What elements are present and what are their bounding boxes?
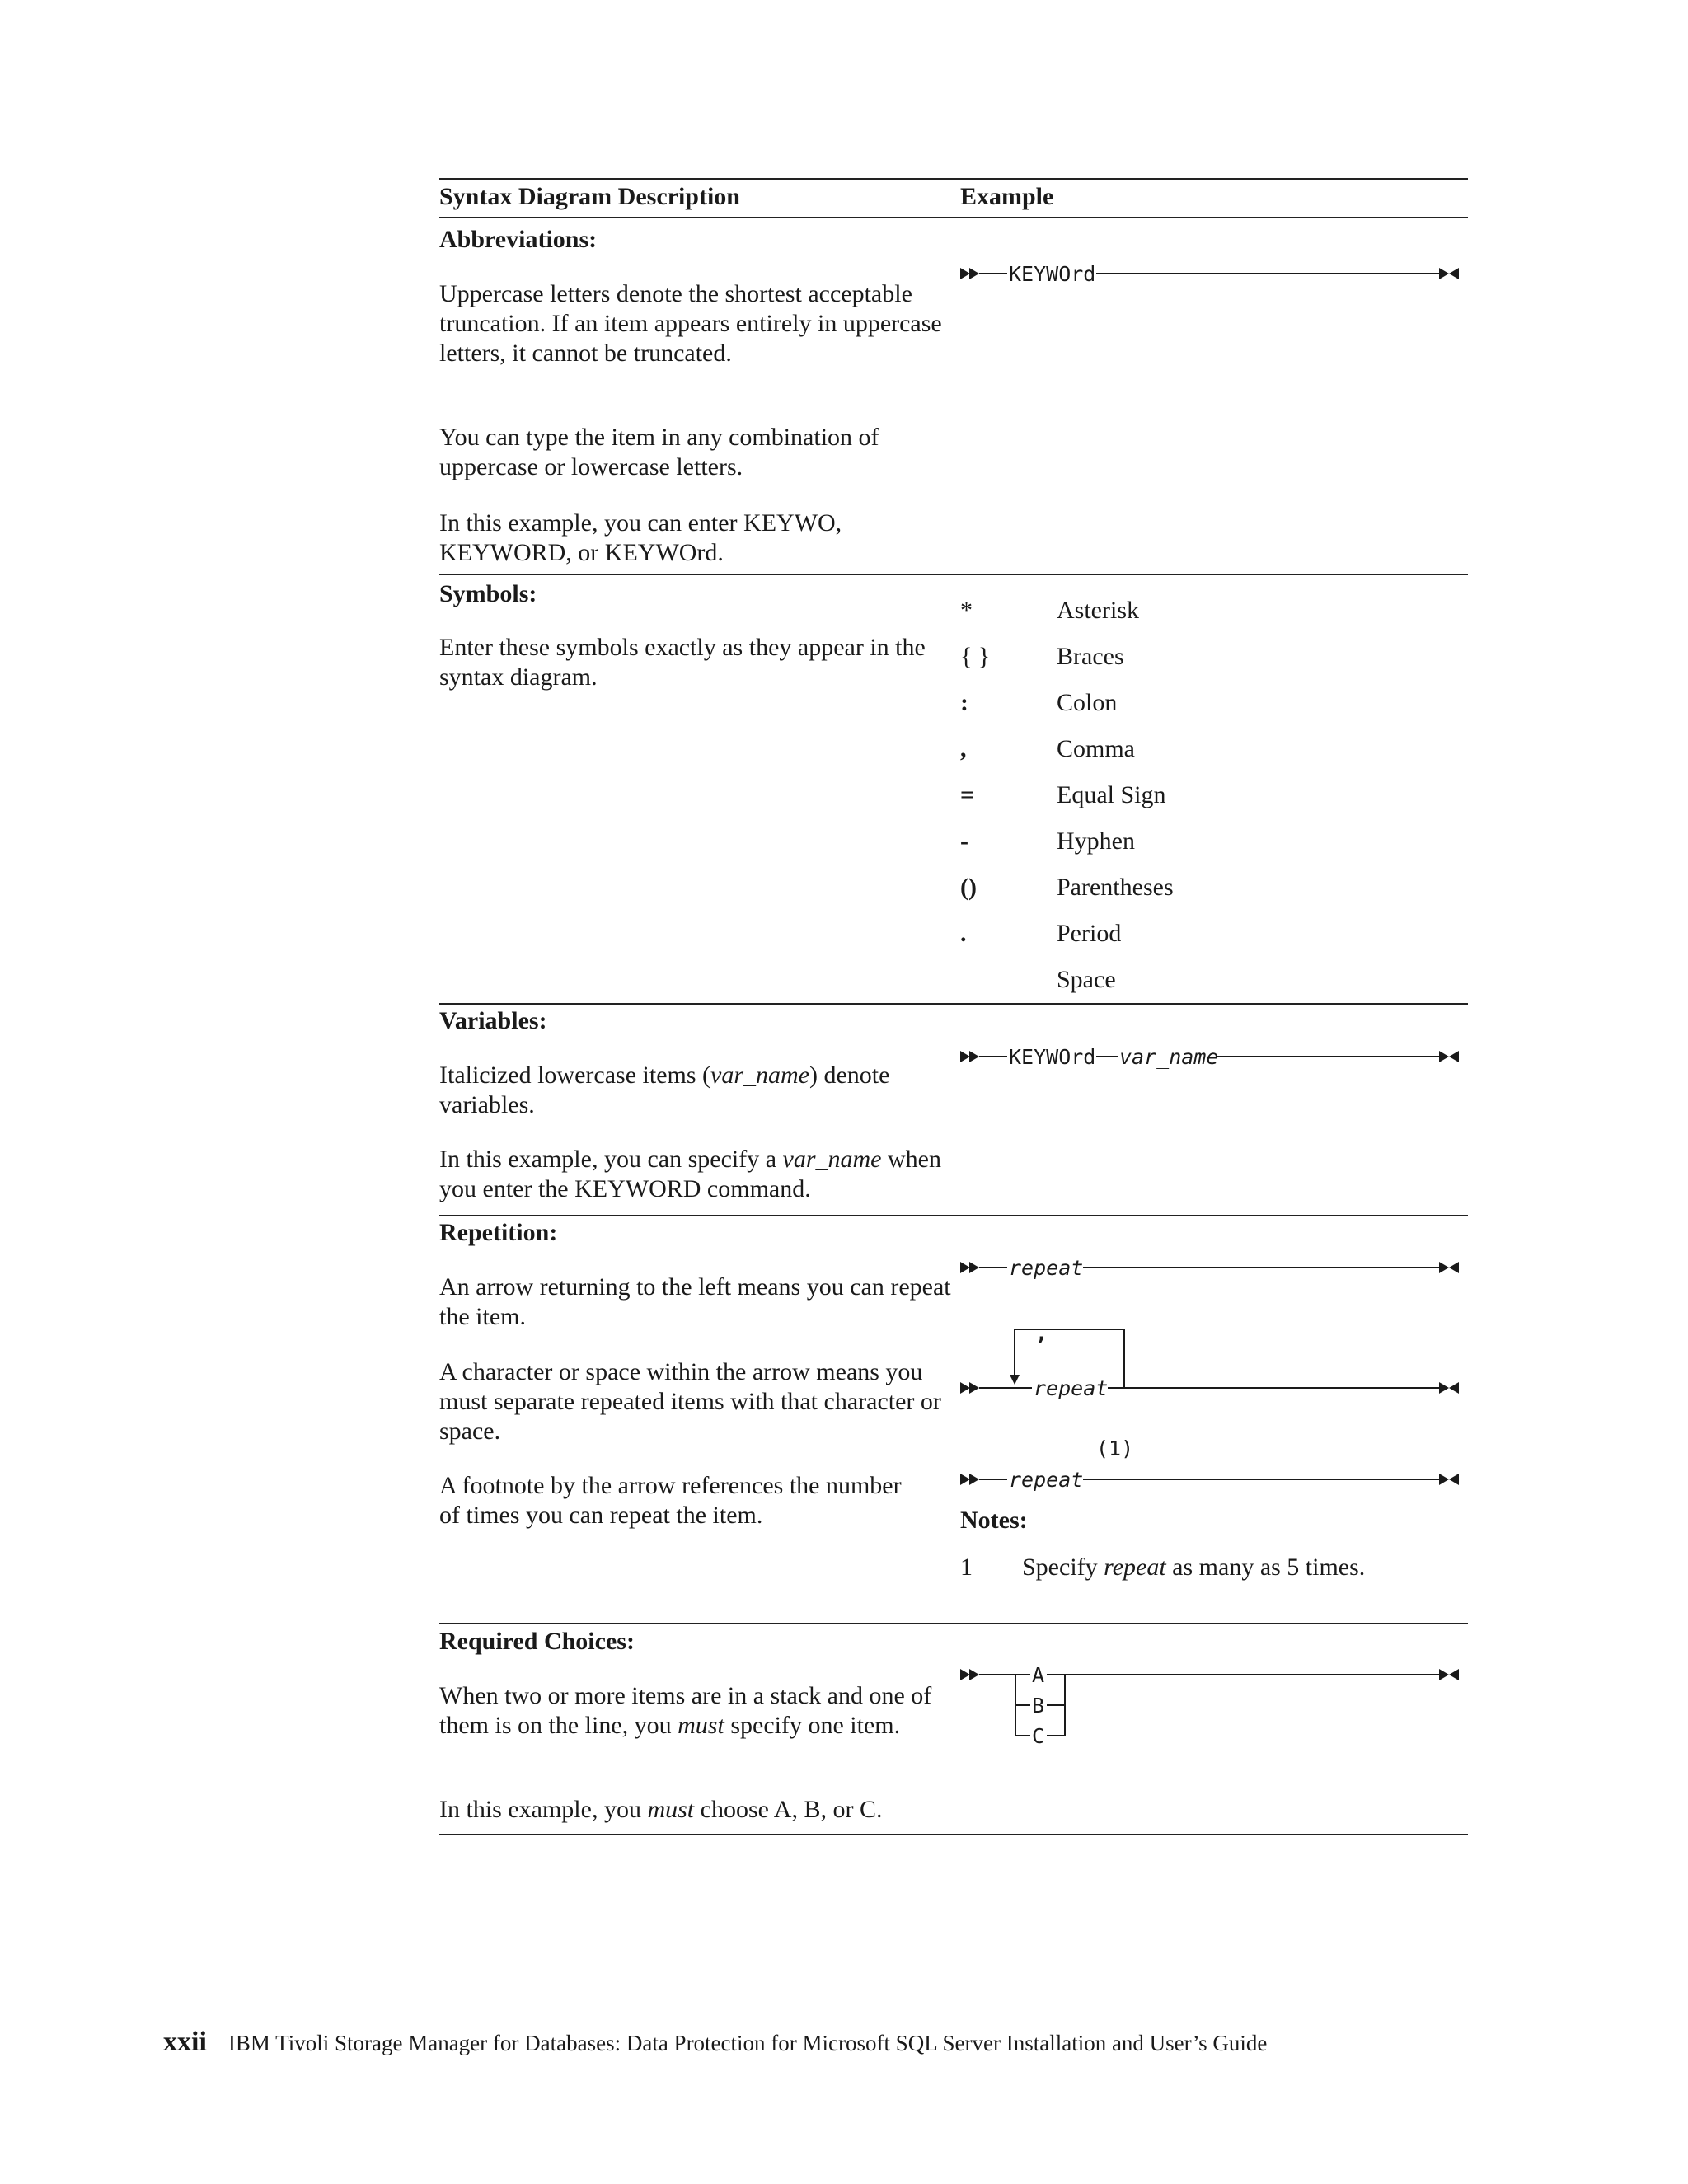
symbol-name: Braces xyxy=(1057,643,1124,670)
required-p1-post: specify one item. xyxy=(724,1712,901,1739)
required-p2-pre: In this example, you xyxy=(439,1796,648,1823)
variables-p2-post: when you enter the KEYWORD command. xyxy=(439,1146,941,1202)
repetition-paragraph-2: A character or space within the arrow means you must separate repeated items with that character or space. xyxy=(439,1358,941,1445)
symbol-name: Period xyxy=(1057,920,1122,947)
abbreviations-diagram-keyword: KEYWOrd xyxy=(1009,262,1096,286)
variables-p1-pre: Italicized lowercase items ( xyxy=(439,1062,711,1089)
repetition-diagram-item-2: repeat xyxy=(1034,1376,1109,1400)
symbols-paragraph: Enter these symbols exactly as they appear in the syntax diagram. xyxy=(439,634,926,691)
symbol-char: { } xyxy=(960,643,991,670)
variables-diagram-var: var_name xyxy=(1119,1045,1219,1069)
book-title: IBM Tivoli Storage Manager for Databases: Data Protection for Microsoft SQL Server Installation and User’s Guide xyxy=(227,2031,1268,2055)
repetition-syntax-diagram-separator xyxy=(960,1321,1459,1400)
variables-p1-var: var_name xyxy=(710,1062,809,1089)
repetition-paragraph-3: A footnote by the arrow references the number of times you can repeat the item. xyxy=(439,1472,902,1529)
column-header-example: Example xyxy=(960,183,1054,210)
variables-paragraph-1 xyxy=(439,1061,934,1120)
note-pre: Specify xyxy=(1022,1554,1104,1581)
required-choices-paragraph-2 xyxy=(439,1795,954,1825)
variables-p2-var: var_name xyxy=(782,1146,882,1173)
symbol-name: Equal Sign xyxy=(1057,781,1166,808)
note-number: 1 xyxy=(960,1554,973,1581)
required-p1-pre: When two or more items are in a stack and one of them is on the line, you xyxy=(439,1682,932,1739)
repetition-diagram-item-3: repeat xyxy=(1009,1468,1084,1492)
abbreviations-paragraph-1: Uppercase letters denote the shortest acceptable truncation. If an item appears entirely in uppercase letters, it cannot be truncated. xyxy=(439,280,942,367)
symbol-char: : xyxy=(960,689,968,716)
required-choices-syntax-diagram xyxy=(960,1663,1459,1748)
variables-diagram-keyword: KEYWOrd xyxy=(1009,1045,1096,1069)
notes-heading: Notes: xyxy=(960,1507,1028,1534)
required-p2-em: must xyxy=(647,1796,695,1823)
repetition-syntax-diagram-footnote xyxy=(960,1436,1459,1492)
symbol-char: = xyxy=(960,781,975,808)
note-post: as many as 5 times. xyxy=(1165,1554,1366,1581)
variables-p1-post: ) denote variables. xyxy=(439,1062,890,1118)
symbol-name: Space xyxy=(1057,966,1116,993)
symbol-char: . xyxy=(960,920,967,947)
symbol-char: , xyxy=(960,735,967,762)
symbol-char: () xyxy=(960,874,977,901)
symbol-name: Hyphen xyxy=(1057,827,1135,855)
repetition-footnote-ref: (1) xyxy=(1096,1436,1134,1460)
page-number: xxii xyxy=(163,2027,207,2057)
symbols-heading: Symbols: xyxy=(439,580,537,607)
required-p1-em: must xyxy=(678,1712,724,1739)
required-choices-heading: Required Choices: xyxy=(439,1628,635,1655)
repetition-diagram-item-1: repeat xyxy=(1009,1256,1084,1280)
repetition-syntax-diagram-simple xyxy=(960,1256,1459,1280)
note-text xyxy=(1022,1553,1365,1582)
abbreviations-heading: Abbreviations: xyxy=(439,226,598,253)
variables-syntax-diagram xyxy=(960,1045,1459,1069)
abbreviations-syntax-diagram xyxy=(960,262,1459,286)
symbol-name: Colon xyxy=(1057,689,1118,716)
required-p2-post: choose A, B, or C. xyxy=(694,1796,883,1823)
note-var: repeat xyxy=(1104,1554,1166,1581)
repetition-paragraph-1: An arrow returning to the left means you can repeat the item. xyxy=(439,1273,951,1330)
symbol-name: Parentheses xyxy=(1057,874,1174,901)
variables-heading: Variables: xyxy=(439,1007,547,1034)
abbreviations-paragraph-3: In this example, you can enter KEYWO, KEYWORD, or KEYWOrd. xyxy=(439,509,842,566)
column-header-description: Syntax Diagram Description xyxy=(439,183,740,210)
variables-paragraph-2 xyxy=(439,1145,954,1204)
page-footer xyxy=(163,2027,1267,2058)
repetition-separator: , xyxy=(1035,1321,1048,1345)
symbol-name: Asterisk xyxy=(1057,597,1139,624)
abbreviations-paragraph-2: You can type the item in any combination of uppercase or lowercase letters. xyxy=(439,424,879,480)
symbol-char: - xyxy=(960,827,968,855)
choice-c: C xyxy=(1032,1724,1045,1748)
required-choices-paragraph-1 xyxy=(439,1681,934,1741)
variables-p2-pre: In this example, you can specify a xyxy=(439,1146,783,1173)
choice-a: A xyxy=(1032,1663,1045,1687)
choice-b: B xyxy=(1032,1694,1045,1718)
repetition-heading: Repetition: xyxy=(439,1219,558,1246)
symbol-name: Comma xyxy=(1057,735,1135,762)
symbol-char: * xyxy=(960,597,973,624)
